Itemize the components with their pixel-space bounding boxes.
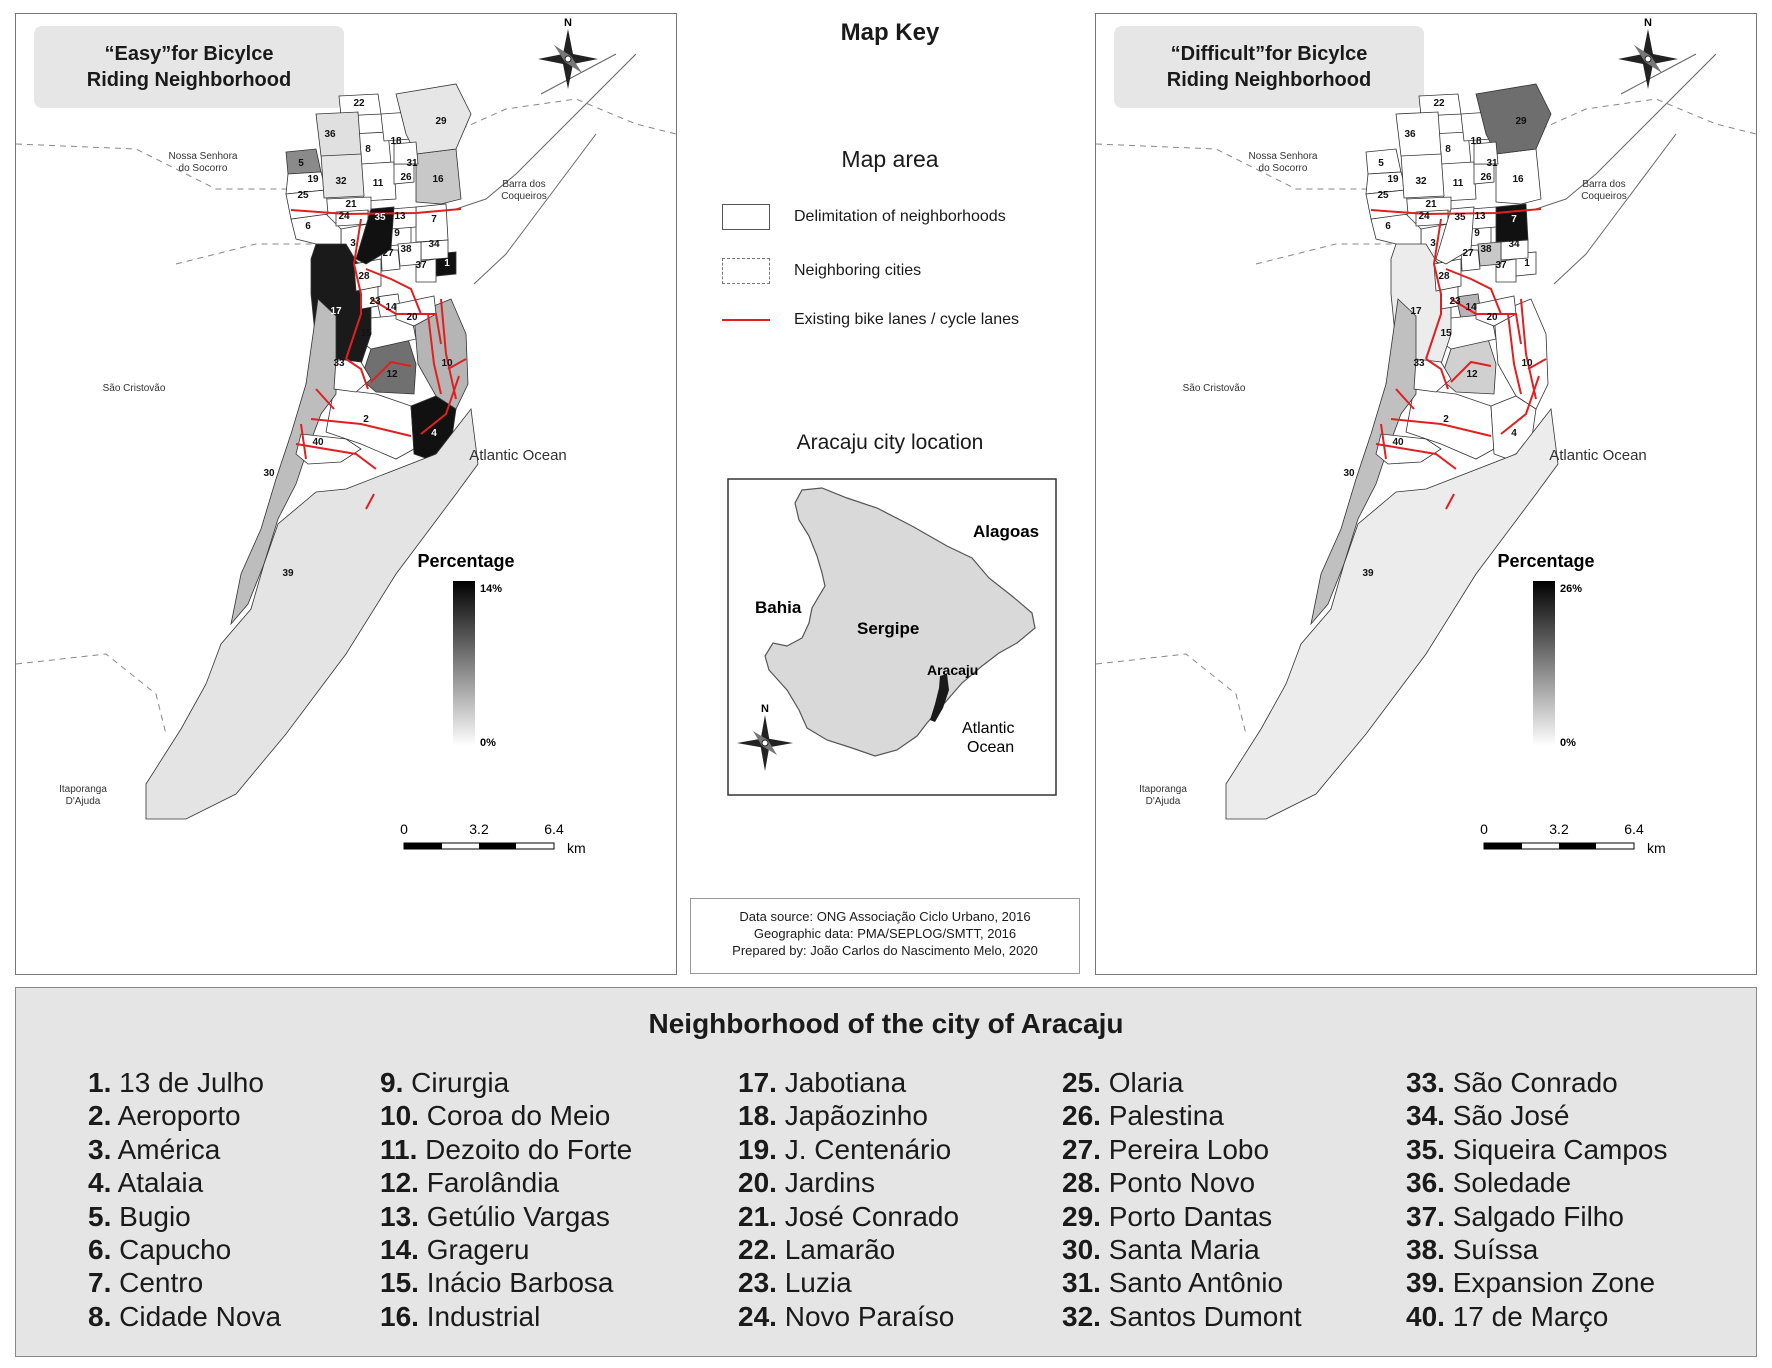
- percentage-gradient-bar: [1533, 581, 1555, 746]
- legend-item: [1406, 1133, 1668, 1166]
- alagoas-label: Alagoas: [973, 522, 1040, 541]
- legend-item-name: Centro: [111, 1267, 204, 1299]
- neighborhood-number-label: 18: [1470, 136, 1482, 147]
- legend-item-number: 26.: [1062, 1100, 1101, 1132]
- neighborhood-number-label: 37: [415, 260, 427, 271]
- legend-item: [380, 1200, 632, 1233]
- neighborhood-number-label: 34: [1508, 239, 1520, 250]
- nossa-senhora-label: Nossa Senhora: [1248, 151, 1318, 162]
- sao-cristovao-label: São Cristovão: [102, 383, 166, 394]
- neighborhood-number-label: 20: [406, 312, 418, 323]
- neighborhood-number-label: 36: [1404, 129, 1416, 140]
- neighbor-city-border: [461, 99, 676, 134]
- legend-item: [380, 1099, 632, 1132]
- percentage-gradient-bar: [453, 581, 475, 746]
- neighborhood-number-label: 1: [1524, 258, 1530, 269]
- difficult-map-panel: [1095, 13, 1757, 975]
- legend-item-name: Pereira Lobo: [1100, 1133, 1270, 1165]
- north-arrow-center: [1645, 56, 1651, 62]
- legend-item: [738, 1066, 959, 1099]
- sergipe-label: Sergipe: [857, 619, 920, 638]
- neighborhood-number-label: 36: [324, 129, 336, 140]
- neighborhood-number-label: 26: [1480, 172, 1492, 183]
- neighborhood-number-label: 4: [431, 428, 437, 439]
- neighborhood-number-label: 24: [338, 211, 350, 222]
- scale-bar-segment: [404, 843, 442, 849]
- neighborhood-number-label: 28: [1438, 271, 1450, 282]
- legend-item: [1406, 1166, 1668, 1199]
- neighborhood-number-label: 29: [435, 116, 447, 127]
- scale-bar: [1480, 821, 1666, 856]
- legend-item-number: 18.: [738, 1100, 777, 1132]
- legend-item-number: 8.: [88, 1300, 112, 1332]
- legend-item-number: 30.: [1062, 1234, 1101, 1266]
- neighborhood-number-label: 9: [394, 228, 400, 239]
- legend-item-name: Capucho: [111, 1234, 232, 1266]
- legend-item: [1406, 1200, 1668, 1233]
- sao-cristovao-label: São Cristovão: [1182, 383, 1246, 394]
- neighbor-city-border: [16, 654, 166, 734]
- neighborhood-number-label: 16: [432, 174, 444, 185]
- neighborhood-number-label: 10: [441, 358, 453, 369]
- legend-item-name: São José: [1444, 1100, 1570, 1132]
- neighborhood-number-label: 27: [1462, 248, 1474, 259]
- neighborhood-number-label: 13: [1474, 211, 1486, 222]
- scale-label: 6.4: [1624, 821, 1644, 837]
- legend-item-name: Luzia: [776, 1267, 852, 1299]
- coastline: [1554, 134, 1676, 284]
- nossa-senhora-label: Nossa Senhora: [168, 151, 238, 162]
- legend-item-name: Bugio: [111, 1200, 191, 1232]
- legend-item-number: 28.: [1062, 1167, 1101, 1199]
- neighborhood-39: [146, 409, 478, 819]
- easy-map: [16, 14, 676, 974]
- legend-item-number: 29.: [1062, 1200, 1101, 1232]
- legend-item: [1406, 1099, 1668, 1132]
- legend-item-number: 17.: [738, 1067, 777, 1098]
- nossa-senhora-label: do Socorro: [1258, 163, 1308, 174]
- bike-lane-swatch: [722, 319, 770, 321]
- legend-item: [738, 1099, 959, 1132]
- scale-label: 0: [400, 821, 408, 837]
- neighborhood-32: [321, 152, 364, 198]
- key-row-delimitation: Delimitation of neighborhoods: [722, 202, 1006, 232]
- north-arrow-icon: [538, 17, 598, 89]
- legend-item: [1062, 1166, 1302, 1199]
- legend-item-name: Coroa do Meio: [418, 1100, 611, 1132]
- legend-item-number: 32.: [1062, 1300, 1101, 1332]
- neighborhood-number-label: 31: [406, 158, 418, 169]
- legend-item-number: 10.: [380, 1100, 419, 1132]
- north-label: N: [1644, 17, 1652, 29]
- neighborhood-number-label: 25: [297, 190, 309, 201]
- neighborhood-number-label: 33: [333, 358, 345, 369]
- legend-item: [88, 1133, 281, 1166]
- legend-item-number: 38.: [1406, 1234, 1445, 1266]
- itaporanga-label: D'Ajuda: [1145, 796, 1181, 807]
- neighborhood-number-label: 28: [358, 271, 370, 282]
- neighborhood-number-label: 21: [345, 199, 357, 210]
- delimitation-swatch: [722, 204, 770, 230]
- neighborhood-number-label: 23: [369, 296, 381, 307]
- legend-item-number: 22.: [738, 1234, 777, 1266]
- itaporanga-label: D'Ajuda: [65, 796, 101, 807]
- legend-item: [738, 1300, 959, 1333]
- legend-item-number: 12.: [380, 1167, 419, 1199]
- legend-item-number: 9.: [380, 1067, 404, 1098]
- legend-item: [738, 1200, 959, 1233]
- neighborhood-number-label: 16: [1512, 174, 1524, 185]
- neighborhood-number-label: 19: [307, 174, 319, 185]
- legend-item-name: Soledade: [1444, 1167, 1572, 1199]
- map-layer: [1096, 17, 1756, 856]
- neighborhood-number-label: 8: [1445, 144, 1451, 155]
- neighborhood-number-label: 24: [1418, 211, 1430, 222]
- legend-item-number: 21.: [738, 1200, 777, 1232]
- neighbor-city-border: [1256, 244, 1396, 264]
- legend-column-3: [738, 1066, 959, 1333]
- legend-item-number: 1.: [88, 1067, 112, 1098]
- legend-item-name: Santos Dumont: [1100, 1300, 1302, 1332]
- neighborhood-number-label: 32: [335, 176, 347, 187]
- map-key-title: Map Key: [840, 19, 940, 46]
- legend-item-name: Porto Dantas: [1100, 1200, 1273, 1232]
- barra-label: Coqueiros: [501, 191, 547, 202]
- legend-item-name: 13 de Julho: [111, 1067, 264, 1098]
- legend-item: [380, 1133, 632, 1166]
- neighborhood-number-label: 30: [263, 468, 275, 479]
- scale-unit-label: km: [567, 840, 586, 856]
- percentage-max-label: 26%: [1560, 583, 1583, 595]
- key-row-bike-lanes: Existing bike lanes / cycle lanes: [722, 305, 1019, 335]
- atlantic-ocean-label: Atlantic Ocean: [1549, 447, 1647, 464]
- neighbor-city-border: [1096, 654, 1246, 734]
- legend-item-number: 7.: [88, 1267, 112, 1299]
- neighborhood-36: [316, 112, 361, 156]
- legend-item-name: Novo Paraíso: [776, 1300, 955, 1332]
- neighborhood-number-label: 8: [365, 144, 371, 155]
- legend-item-name: Cidade Nova: [111, 1300, 282, 1332]
- neighborhood-number-label: 35: [1454, 212, 1466, 223]
- legend-item: [1062, 1099, 1302, 1132]
- neighborhood-number-label: 31: [1486, 158, 1498, 169]
- legend-item-number: 27.: [1062, 1133, 1101, 1165]
- legend-column-1: [88, 1066, 281, 1333]
- legend-item-number: 4.: [88, 1167, 112, 1199]
- neighborhood-number-label: 19: [1387, 174, 1399, 185]
- legend-item-name: Cirurgia: [403, 1067, 510, 1098]
- legend-item: [1406, 1233, 1668, 1266]
- neighborhood-number-label: 12: [386, 369, 398, 380]
- neighborhood-number-label: 22: [1433, 98, 1445, 109]
- percentage-legend-title: Percentage: [1497, 551, 1595, 571]
- inset-north-label: N: [761, 703, 769, 715]
- legend-item: [738, 1266, 959, 1299]
- neighborhood-number-label: 32: [1415, 176, 1427, 187]
- neighborhood-number-label: 14: [1465, 302, 1477, 313]
- location-title: Aracaju city location: [796, 431, 984, 454]
- atlantic-ocean-label: Atlantic Ocean: [469, 447, 567, 464]
- neighborhood-36: [1396, 112, 1441, 156]
- legend-item-name: Ponto Novo: [1100, 1167, 1256, 1199]
- legend-item-name: Lamarão: [776, 1234, 896, 1266]
- inset-atlantic-label-1: Atlantic: [962, 720, 1015, 737]
- key-row-neighboring: Neighboring cities: [722, 256, 921, 286]
- neighborhood-number-label: 10: [1521, 358, 1533, 369]
- difficult-map-title: “Difficult”for Bicylce Riding Neighborhood: [1114, 26, 1424, 108]
- neighborhood-32: [1401, 152, 1444, 198]
- legend-item: [738, 1233, 959, 1266]
- legend-item-number: 16.: [380, 1300, 419, 1332]
- legend-item: [380, 1233, 632, 1266]
- easy-map-panel: [15, 13, 677, 975]
- legend-item: [738, 1133, 959, 1166]
- map-area-heading: Map area: [841, 146, 939, 172]
- legend-item: [88, 1266, 281, 1299]
- legend-item-number: 40.: [1406, 1300, 1445, 1332]
- legend-item-name: Jabotiana: [776, 1067, 907, 1098]
- legend-item: [1062, 1266, 1302, 1299]
- legend-item-number: 11.: [380, 1133, 418, 1165]
- legend-item-number: 2.: [88, 1100, 112, 1132]
- neighborhood-number-label: 3: [350, 238, 356, 249]
- scale-label: 3.2: [469, 821, 489, 837]
- difficult-map: [1096, 14, 1756, 974]
- legend-item: [1406, 1300, 1668, 1333]
- legend-item-name: Santo Antônio: [1100, 1267, 1284, 1299]
- scale-bar-segment: [479, 843, 516, 849]
- scale-bar-segment: [1559, 843, 1596, 849]
- legend-item-number: 6.: [88, 1234, 112, 1266]
- legend-item-name: 17 de Março: [1444, 1300, 1609, 1332]
- neighborhood-number-label: 17: [330, 306, 342, 317]
- legend-item-number: 31.: [1062, 1267, 1101, 1299]
- neighborhood-number-label: 39: [1362, 568, 1374, 579]
- neighborhood-number-label: 15: [360, 328, 372, 339]
- neighborhood-number-label: 20: [1486, 312, 1498, 323]
- legend-item-number: 36.: [1406, 1167, 1445, 1199]
- legend-item-name: Japãozinho: [776, 1100, 928, 1132]
- neighbor-city-border: [1541, 99, 1756, 134]
- neighborhood-number-label: 18: [390, 136, 402, 147]
- legend-item-number: 23.: [738, 1267, 777, 1299]
- neighborhood-number-label: 25: [1377, 190, 1389, 201]
- legend-item-name: Salgado Filho: [1444, 1200, 1624, 1232]
- north-arrow-icon: [1618, 17, 1678, 89]
- neighborhood-number-label: 6: [1385, 221, 1391, 232]
- neighborhood-number-label: 40: [312, 437, 324, 448]
- neighbor-city-border: [16, 144, 296, 189]
- barra-label: Coqueiros: [1581, 191, 1627, 202]
- neighborhood-number-label: 35: [374, 212, 386, 223]
- north-arrow-center: [565, 56, 571, 62]
- legend-item: [380, 1266, 632, 1299]
- neighborhood-number-label: 15: [1440, 328, 1452, 339]
- percentage-min-label: 0%: [1560, 737, 1576, 749]
- legend-item-name: Santa Maria: [1100, 1234, 1260, 1266]
- legend-item: [88, 1300, 281, 1333]
- legend-item-number: 13.: [380, 1200, 419, 1232]
- legend-item-number: 14.: [380, 1234, 419, 1266]
- neighborhood-number-label: 4: [1511, 428, 1517, 439]
- neighborhood-number-label: 14: [385, 302, 397, 313]
- neighborhood-number-label: 1: [444, 258, 450, 269]
- neighborhood-number-label: 22: [353, 98, 365, 109]
- legend-item-number: 39.: [1406, 1267, 1445, 1299]
- legend-column-2: [380, 1066, 632, 1333]
- aracaju-label: Aracaju: [927, 662, 979, 678]
- legend-item-name: Siqueira Campos: [1444, 1133, 1668, 1165]
- legend-item-name: Palestina: [1100, 1100, 1224, 1132]
- neighborhood-number-label: 13: [394, 211, 406, 222]
- neighborhood-39: [1226, 409, 1558, 819]
- neighborhood-number-label: 17: [1410, 306, 1422, 317]
- percentage-max-label: 14%: [480, 583, 503, 595]
- legend-item-number: 20.: [738, 1167, 777, 1199]
- neighborhood-number-label: 26: [400, 172, 412, 183]
- legend-item-name: Industrial: [418, 1300, 541, 1332]
- neighborhood-number-label: 39: [282, 568, 294, 579]
- neighborhood-number-label: 6: [305, 221, 311, 232]
- neighborhood-number-label: 33: [1413, 358, 1425, 369]
- legend-item-number: 24.: [738, 1300, 777, 1332]
- legend-item-number: 35.: [1406, 1133, 1445, 1165]
- coastline: [456, 54, 636, 209]
- legend-item: [1062, 1066, 1302, 1099]
- scale-label: 0: [1480, 821, 1488, 837]
- legend-item-number: 37.: [1406, 1200, 1445, 1232]
- north-label: N: [564, 17, 572, 29]
- scale-label: 6.4: [544, 821, 564, 837]
- legend-item-name: Olaria: [1100, 1067, 1184, 1098]
- neighborhood-legend-title: Neighborhood of the city of Aracaju: [648, 1008, 1124, 1039]
- legend-item: [1062, 1200, 1302, 1233]
- legend-item-name: Getúlio Vargas: [418, 1200, 610, 1232]
- inset-atlantic-label-2: Ocean: [967, 739, 1015, 756]
- legend-item: [1062, 1300, 1302, 1333]
- neighborhood-number-label: 38: [400, 244, 412, 255]
- nossa-senhora-label: do Socorro: [178, 163, 228, 174]
- neighborhood-number-label: 21: [1425, 199, 1437, 210]
- legend-item-name: São Conrado: [1444, 1067, 1618, 1098]
- barra-label: Barra dos: [1582, 179, 1626, 190]
- neighbor-city-border: [176, 244, 316, 264]
- scale-unit-label: km: [1647, 840, 1666, 856]
- legend-item-name: Dezoito do Forte: [417, 1133, 633, 1165]
- legend-item-number: 19.: [738, 1133, 777, 1165]
- neighborhood-number-label: 2: [363, 414, 369, 425]
- legend-item-name: Atalaia: [111, 1167, 204, 1199]
- location-inset-map: [727, 478, 1057, 796]
- legend-item-name: Grageru: [418, 1234, 530, 1266]
- scale-bar-segment: [1484, 843, 1522, 849]
- legend-item-number: 15.: [380, 1267, 419, 1299]
- neighborhood-number-label: 38: [1480, 244, 1492, 255]
- legend-item-name: América: [111, 1133, 221, 1165]
- itaporanga-label: Itaporanga: [59, 784, 107, 795]
- legend-item-name: Suíssa: [1444, 1234, 1539, 1266]
- legend-item: [88, 1200, 281, 1233]
- legend-item-name: Inácio Barbosa: [418, 1267, 614, 1299]
- neighborhood-number-label: 27: [382, 248, 394, 259]
- neighborhood-number-label: 2: [1443, 414, 1449, 425]
- neighborhood-number-label: 5: [298, 158, 304, 169]
- legend-item-number: 3.: [88, 1133, 112, 1165]
- legend-item: [88, 1066, 281, 1099]
- legend-item: [88, 1166, 281, 1199]
- legend-item-number: 25.: [1062, 1067, 1101, 1098]
- legend-item: [88, 1233, 281, 1266]
- map-key-panel: [690, 13, 1090, 975]
- neighborhood-number-label: 11: [1452, 178, 1464, 189]
- neighborhood-number-label: 34: [428, 239, 440, 250]
- legend-item: [380, 1066, 632, 1099]
- neighborhood-number-label: 5: [1378, 158, 1384, 169]
- coastline: [474, 134, 596, 284]
- map-layer: [16, 17, 676, 856]
- legend-item: [380, 1166, 632, 1199]
- legend-item-name: José Conrado: [776, 1200, 960, 1232]
- neighborhood-number-label: 37: [1495, 260, 1507, 271]
- neighborhood-number-label: 7: [431, 214, 437, 225]
- itaporanga-label: Itaporanga: [1139, 784, 1187, 795]
- easy-map-title: “Easy”for Bicylce Riding Neighborhood: [34, 26, 344, 108]
- neighboring-swatch: [722, 258, 770, 284]
- legend-item-number: 34.: [1406, 1100, 1445, 1132]
- percentage-legend-title: Percentage: [417, 551, 515, 571]
- legend-item: [1406, 1266, 1668, 1299]
- neighborhood-number-label: 12: [1466, 369, 1478, 380]
- legend-item: [380, 1300, 632, 1333]
- scale-bar: [400, 821, 586, 856]
- neighbor-city-border: [1096, 144, 1376, 189]
- legend-item: [738, 1166, 959, 1199]
- data-source-credit: Data source: ONG Associação Ciclo Urbano, 2016 Geographic data: PMA/SEPLOG/SMTT, 2016 Prepared by: João Carlos do Nascimento Melo, 2020: [690, 898, 1080, 974]
- legend-item-number: 5.: [88, 1200, 112, 1232]
- percentage-min-label: 0%: [480, 737, 496, 749]
- scale-label: 3.2: [1549, 821, 1569, 837]
- legend-item: [88, 1099, 281, 1132]
- bahia-label: Bahia: [755, 598, 802, 617]
- legend-item-number: 33.: [1406, 1067, 1445, 1098]
- barra-label: Barra dos: [502, 179, 546, 190]
- legend-item-name: Farolândia: [418, 1167, 560, 1199]
- legend-item: [1062, 1233, 1302, 1266]
- neighborhood-legend: [15, 987, 1757, 1357]
- legend-item-name: Jardins: [776, 1167, 875, 1199]
- legend-item-name: Expansion Zone: [1444, 1267, 1656, 1299]
- neighborhood-number-label: 30: [1343, 468, 1355, 479]
- legend-item-name: J. Centenário: [776, 1133, 952, 1165]
- neighborhood-number-label: 29: [1515, 116, 1527, 127]
- neighborhood-number-label: 11: [372, 178, 384, 189]
- neighborhood-number-label: 3: [1430, 238, 1436, 249]
- neighborhood-number-label: 23: [1449, 296, 1461, 307]
- neighborhood-number-label: 40: [1392, 437, 1404, 448]
- neighborhood-number-label: 7: [1511, 214, 1517, 225]
- legend-column-5: [1406, 1066, 1668, 1333]
- legend-item: [1406, 1066, 1668, 1099]
- neighborhood-number-label: 9: [1474, 228, 1480, 239]
- coastline: [1536, 54, 1716, 209]
- legend-column-4: [1062, 1066, 1302, 1333]
- legend-item-name: Aeroporto: [111, 1100, 241, 1132]
- legend-item: [1062, 1133, 1302, 1166]
